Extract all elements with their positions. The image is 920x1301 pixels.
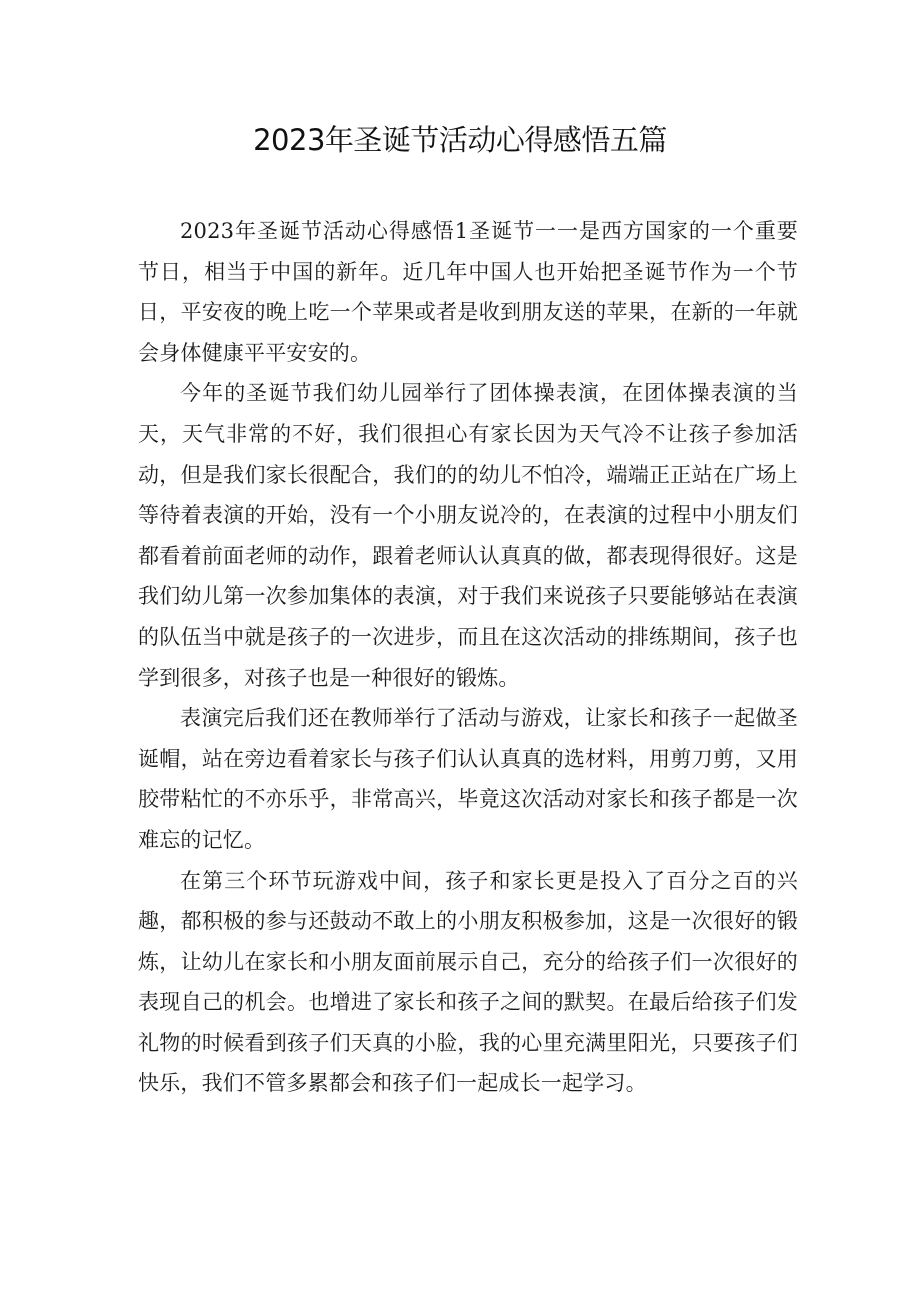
paragraph-4: 在第三个环节玩游戏中间，孩子和家长更是投入了百分之百的兴趣，都积极的参与还鼓动不敢上的小朋友积极参加，这是一次很好的锻炼，让幼儿在家长和小朋友面前展示自己，充分的给孩子们一次很好的表现自己的机会。也增进了家长和孩子之间的默契。在最后给孩子们发礼物的时候看到孩子们天真的小脸，我的心里充满里阳光，只要孩子们快乐，我们不管多累都会和孩子们一起成长一起学习。 — [138, 868, 798, 1096]
paragraph-2: 今年的圣诞节我们幼儿园举行了团体操表演，在团体操表演的当天，天气非常的不好，我们很担心有家长因为天气冷不让孩子参加活动，但是我们家长很配合，我们的的幼儿不怕冷，端端正正站在广场上等待着表演的开始，没有一个小朋友说冷的，在表演的过程中小朋友们都看着前面老师的动作，跟着老师认认真真的做，都表现得很好。这是我们幼儿第一次参加集体的表演，对于我们来说孩子只要能够站在表演的队伍当中就是孩子的一次进步，而且在这次活动的排练期间，孩子也学到很多，对孩子也是一种很好的锻炼。 — [138, 381, 798, 690]
document-title: 2023年圣诞节活动心得感悟五篇 — [253, 123, 667, 157]
document-body — [138, 211, 798, 1104]
paragraph-1: 2023年圣诞节活动心得感悟1圣诞节一一是西方国家的一个重要节日，相当于中国的新年。近几年中国人也开始把圣诞节作为一个节日，平安夜的晚上吃一个苹果或者是收到朋友送的苹果，在新的一年就会身体健康平平安安的。 — [138, 219, 798, 365]
paragraph-3: 表演完后我们还在教师举行了活动与游戏，让家长和孩子一起做圣诞帽，站在旁边看着家长与孩子们认认真真的选材料，用剪刀剪，又用胶带粘忙的不亦乐乎，非常高兴，毕竟这次活动对家长和孩子都是一次难忘的记忆。 — [138, 706, 798, 852]
